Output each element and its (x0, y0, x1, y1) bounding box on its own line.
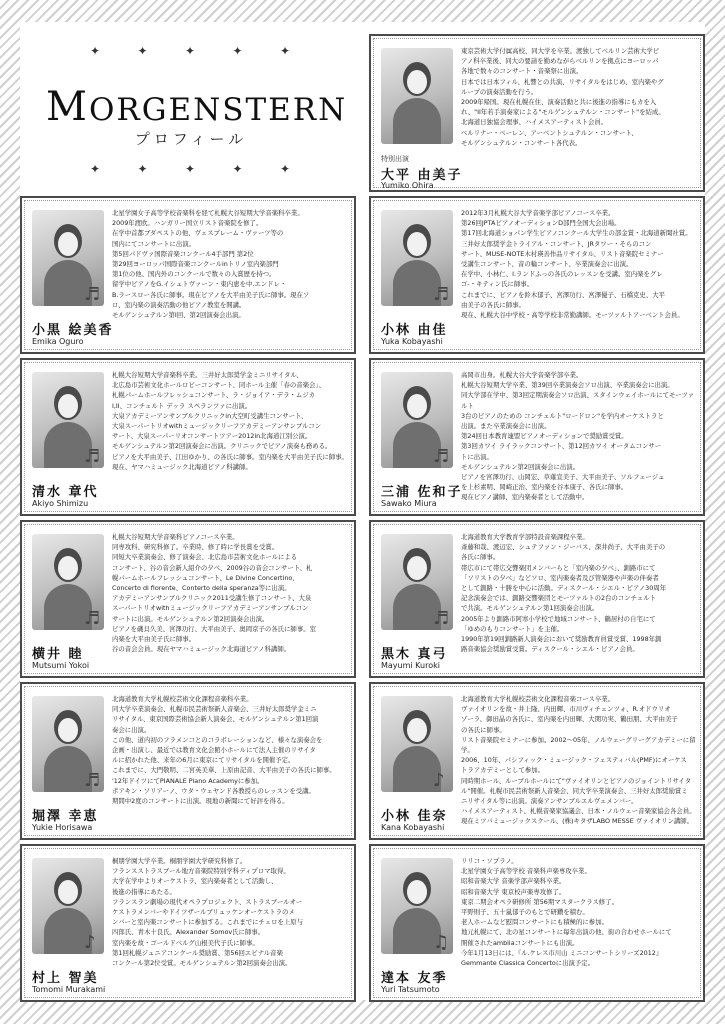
piano-icon: ♬ (433, 446, 450, 467)
profile-card-tatsumoto (369, 844, 705, 1002)
profile-name-jp: 横井 睦 (32, 647, 84, 662)
star-icon: ✦ (137, 44, 148, 58)
logo-block (20, 22, 356, 180)
profile-card-kobayashi-kana (369, 682, 705, 840)
profile-bio: 札幌大谷短期大学音楽科卒業。三井好太郎奨学金ミニリサイタル、 北広島市芸術文化ホールロビーコンサート、同ホール主催「春の音楽会」、 札幌パームホールフレッシュコンサート、ラ・ジョイア・デラ・ムジカ I,II、コンチェルト デッラ スペランツァに出演。 大泉アカデミーアンサンブルクリニックin大空町受講生コンサート、 大泉スーパートリオwithミュージックリーフアカデミーアンサンブルコン サート、大泉スーパーリオコンサートツアー2012in北海道江別公演。 モルゲンシュテルン第2回演奏会に出演。クリニックでピアノ演奏も務める。 ピアノを大平由美子、江田ゆかり、の各氏に師事。室内楽を大平由美子氏に師事。 現在、ヤマハミュージック北海道ピアノ科講師。 (112, 371, 348, 471)
piano-icon: ♬ (84, 284, 101, 305)
profile-bio: 東京芸術大学付属高校、同大学を卒業。渡独してベルリン芸術大学ピ アノ科卒業後、同大の要請を勤めながらベルリンを拠点にヨーロッパ 各地で数々のコンサート・音楽祭に出演。 日本では日本フィル、札響との共演、リサイタルをはじめ、室内楽やグ ループの演奏活動を行う。 2009年帰国。現在札幌在住、演奏活動と共に後進の指導にもカを入 れ、"II年若手演奏家による"モルゲンシュテルン・コンサート"を結成。 北海道日独協会理事、ハイメスアーティスト会員。 ベルリナー・ベーレン、アーベントシュテルン・コンサート、 モルゲンシュテルン・コンサート各代表。 (461, 47, 665, 147)
star-icon: ✦ (279, 44, 290, 58)
piano-icon: ♬ (84, 770, 101, 791)
profile-name-jp: 大平 由美子 (381, 168, 463, 183)
profile-card-yokoi (20, 520, 356, 678)
star-icon: ✦ (90, 44, 101, 58)
profile-name-en: Tomomi Murakami (32, 985, 106, 994)
profile-name-jp: 小黒 絵美香 (32, 323, 114, 338)
profile-photo (381, 48, 453, 144)
profile-bio: 北星学園女子高等学校音楽科を経て札幌大谷短期大学音楽科卒業。 2009年渡欧。ハンガリー国立リスト音楽院を修了。 在学中首都ブダペストの他、ヴェスプレーム・ヴァーツ等の 国内にてコンサートに出演。 第5回パドヴァ国際音楽コンクール4手部門 第2位 第29回ヨーロッパ国際音楽コンクールinトリノ室内楽部門 第1位の他、国内外のコンクールで数々の入賞歴を持つ。 留学中ピアノをG.イシュトヴァーン・東内恵を中.エンドレ・ B.ラースロー各氏に師事。現在ピアノを大平由美子氏に師事。現在ソ ロ、室内楽の演奏活動の他ピアノ教室を開講。 モルゲンシュテルン第I回、第2回演奏会出演。 (112, 209, 310, 320)
profile-card-horisawa (20, 682, 356, 840)
profile-sheet (20, 22, 705, 1000)
star-icon: ✦ (184, 44, 196, 58)
logo-title-rest: ORGENSTERN (88, 92, 348, 128)
profile-bio: 北海道教育大学札幌校芸術文化課程音楽科卒業。 同大学卒業演奏会、札幌市民芸術祭新人音楽会、三井好太郎奨学金ミニ リサイタル、東京国際芸術協会新人演奏会、モルゲンシュテルン第1回演 奏会に出演。 この他、道内初のフラメンコとのコラボレーションなど、様々な演奏会を 企画・出演し、最近では教育文化会館小ホールにて法人主催のリサイタ ルに招かれた他、来年の6月に東京にてリサイタルを開催予定。 これまでに、大門敬明、二宮英美華、上原由記音、大平由美子の各氏に師事。 '12年ドイツにてPIANALE Piano Academyに参加。 ポアキン・ソリアーノ、ウタ・ウェヤンド各教授らのレッスンを受講。 期間中2度のコンサートに出演。現地の新聞にて好評を得る。 (112, 695, 336, 806)
profile-bio: 高岡市出身。札幌大谷大学音楽学部卒業。 札幌大谷短期大学卒業、第39回卒業演奏会ソロ出演、卒業演奏会に出演。 同大学部在学中、第3回定期演奏会ソロ出演、スタインウェイホールにてモーツァルト 3台のピアノのための コンチェルト"ロードロン"を学内オーケストラと 出演。また卒業演奏会に出演。 第24回日本教育連盟ピアノオーディションで奨励賞受賞。 第3回カワイ ライラックコンサート、第12回カワイ オータムコンサー トに出演。 モルゲンシュテルン第2回演奏会に出演。 ピアノを宮澤功行、山岡宏、草薙宣美子、大平由美子、ソルフェージュ を上杉素明、岡崎正治、室内楽を谷本康子、各氏に師事。 現在ピアノ講師、室内楽奏者として活動中。 (461, 371, 695, 502)
profile-card-oguro (20, 196, 356, 354)
profile-bio: 北海道教育大学札幌校芸術文化課程音楽コース卒業。 ヴァイオリンを故・井上隆、内田輝、市川ヴィチェンツォ、R.オドウリオ ゾーラ、御田晶の各氏に、室内楽を内田輝、大関功実、鶴田朋、大平由美子 の各氏に師事。 リスト音楽院セミナーに参加。2002〜05年、ノルウェーグリーグアカデミーに留学。 2006、10年、パシフィック・ミュージック・フェスティバル(PMF)にオーケス トラアカデミーとして参加。 同時期ホール、ルーブルホールにて"ヴァイオリンとピアノのジョイントリサイタ ル"開催。札幌市民芸術祭新人音楽会、同大学卒業演奏会、三井好太郎奨励賞ミ ニリサイタル等に出演。演奏アンサンブルエルヴェメンバー。 ハイメスアーティスト、札幌音楽家協議会、日本・ノルウェー音楽家協会各会員。 現在ミツバミュージックスクール、(株)キタザLABO MESSE ヴァイオリン講師。 (461, 695, 696, 826)
profile-name-en: Yumiko Ohira (381, 181, 434, 190)
star-icon: ✦ (90, 162, 101, 176)
violin-icon: ♪ (433, 770, 445, 791)
profile-name-en: Mutsumi Yokoi (32, 661, 90, 670)
profile-name-en: Akiyo Shimizu (32, 499, 89, 508)
profile-card-ohira (369, 34, 705, 192)
profile-bio: 北海道教育大学教育学部特設音楽課程卒業。 斎藤和哉、渡辺宏、シュテファン・ジーバス、深井尚子、大平由美子の 各氏に師事。 帯広市にて帯広交響楽団メンバーらと「室内楽の夕べ」、釧路市にて 「ソリストの夕べ」などソロ、室内楽奏者及び管楽器や声楽の伴奏者 として釧路・十勝を中心に活動。ディスクール・シエル・ピアノ30周年 記念演奏会では、釧路交響楽団とモーツァルトの2台のコンチェルト で共演。モルゲンシュテルン第1回演奏会出演。 2005年より釧路市阿寒小学校で地域コンサート、鶴居村の自宅にて 「ゆめのもりコンサート」を主催。 1990年第19回釧路新人演奏会において奨励教育員賞受賞、1998年釧 路音楽協会奨励賞受賞。ディスクール・シエル・ピアノ会員。 (461, 533, 667, 654)
music-note-icon: ♫ (433, 932, 450, 953)
piano-icon: ♬ (84, 446, 101, 467)
profile-name-en: Yuri Tatsumoto (381, 985, 440, 994)
profile-card-shimizu (20, 358, 356, 516)
cello-icon: ♪ (84, 932, 96, 953)
profile-name-en: Yuka Kobayashi (381, 337, 443, 346)
stars-top (90, 44, 290, 58)
profile-name-en: Yukie Horisawa (32, 823, 93, 832)
profile-name-jp: 清水 章代 (32, 485, 99, 500)
profile-name-en: Emika Oguro (32, 337, 84, 346)
profile-name-jp: 小林 佳奈 (381, 809, 448, 824)
star-icon: ✦ (232, 44, 243, 58)
star-icon: ✦ (232, 162, 243, 176)
star-icon: ✦ (184, 162, 196, 176)
profile-name-jp: 村上 智美 (32, 971, 99, 986)
profile-name-jp: 三浦 佐和子 (381, 485, 463, 500)
logo-title-initial: M (46, 84, 89, 130)
profile-name-en: Mayumi Kuroki (381, 661, 440, 670)
profile-name-jp: 達本 友季 (381, 971, 448, 986)
profile-name-jp: 堀澤 幸恵 (32, 809, 99, 824)
profile-name-en: Sawako Miura (381, 499, 437, 508)
profile-bio: リリコ・ソプラノ。 北星学園女子高等学校 音楽科声楽専攻卒業。 昭和音楽大学 音楽学部声楽科卒業。 昭和音楽大学 東京校声楽専攻修了。 東京二期会オペラ研修所 第56期マスタークラス修了。 平野則子、五十嵐郁子のもとで研鑽を積む。 老人ホームなど慰問コンサートにも積極的に参加。 地元札幌にて、北の星コンサートに毎年出演の他、街の合わせホールにて 開催されたambliaコンサートにも出演。 今年1月13日には、『ル.ケレス市川山 ミニコンサートシリーズ2012』 Gemmante Classica Concertoに出演予定。 (461, 857, 672, 968)
piano-icon: ♬ (433, 284, 450, 305)
profile-card-kobayashi-yuka (369, 196, 705, 354)
profile-name-jp: 黒木 真弓 (381, 647, 448, 662)
profile-name-jp: 小林 由佳 (381, 323, 448, 338)
piano-icon: ♬ (84, 608, 101, 629)
stars-bottom (90, 162, 290, 176)
logo-subtitle: プロフィール (134, 130, 248, 148)
star-icon: ✦ (137, 162, 148, 176)
profile-bio: 桐朋学園大学卒業。桐朋学園大学研究科修了。 フランスストラスブール地方音楽院特別学科ディプロマ取得。 大学在学中よりオーケストラ、室内楽奏者として活動し、 後進の指導にあたる。 フランスラン劇場の現代オペラプロジェクト、ストラスブールオー ケストラメンバーやドイツザールブリュッケンオーケストラのメ ンバーと室内楽コンサートに参加する。これまでにチェロを上原与 四郎氏、青木十良氏、Alexander Somov氏に師事。 室内楽を故・ゴールドベルグ山根美代子氏に師事。 第1回札幌ジュニアコンクール奨励賞、第56回エビナル音楽 コンクール第2位受賞。モルゲンシュテルン第2回演奏会出演。 (112, 857, 304, 968)
profile-card-murakami (20, 844, 356, 1002)
profile-name-en: Kana Kobayashi (381, 823, 445, 832)
profile-bio: 2012年3月札幌大谷大学音楽学部ピアノコース卒業。 第26回JPTAピアノオーディションD部門全国大会出場。 第17回北海道ショパン学生ピアノコンクール大学生の部金賞・北海道新聞社賞。 三井好太郎奨学金トライアル・コンサート、JRタワー・そらのコン サート、MUSE-NOTE木村瑛善作品リサイタル、リスト音楽院セミナー 受講生コンサート、音の輪コンサート、卒業演奏会に出演。 在学中、小林仁、I.ランドふっの各氏のレッスンを受講。室内楽をグレ ゴ-・キティン氏に師事。 これまでに、ピアノを鈴木郁子、宮澤功行、宮澤優子、石橋克史、大平 由美子の各氏に師事。 現在、札幌大谷中学校・高等学校非常勤講師。モーツァルトアーベント会員。 (461, 209, 692, 320)
profile-bio: 札幌大谷短期大学音楽科ピアノコース卒業。 同専攻科、研究科修了。卒業時、修了時に学長賞を受賞。 同短大卒業演奏会、修了演奏会、北広島市芸術文化ホールによる コンサート、谷の音会新人紹介の夕べ、2009谷の音会コンサート、札 幌パームホールフレッシュコンサート、Le Divine Concertino、 Concerto di fiorente、Conterto della speranza等に出演。 アカデミーアンサンブルクリニック2011受講生修了コンサート、大泉 スーパートリオwithミュージックリーフアカデミーアンサンブルコン サートに出演。モルゲンシュテルン第2回演奏会出演。 ピアノを磯貝久美、宮澤功行、大平由美子、奥岡京子の各氏に師事。室 内楽を大平由美子氏に師事。 谷の音会会員。現在ヤマハミュージック北海道ピアノ科講師。 (112, 533, 316, 654)
profile-card-kuroki (369, 520, 705, 678)
piano-icon: ♬ (433, 608, 450, 629)
profile-card-miura (369, 358, 705, 516)
logo-title (46, 84, 348, 130)
profile-role: 特別出演 (381, 155, 409, 163)
star-icon: ✦ (279, 162, 290, 176)
